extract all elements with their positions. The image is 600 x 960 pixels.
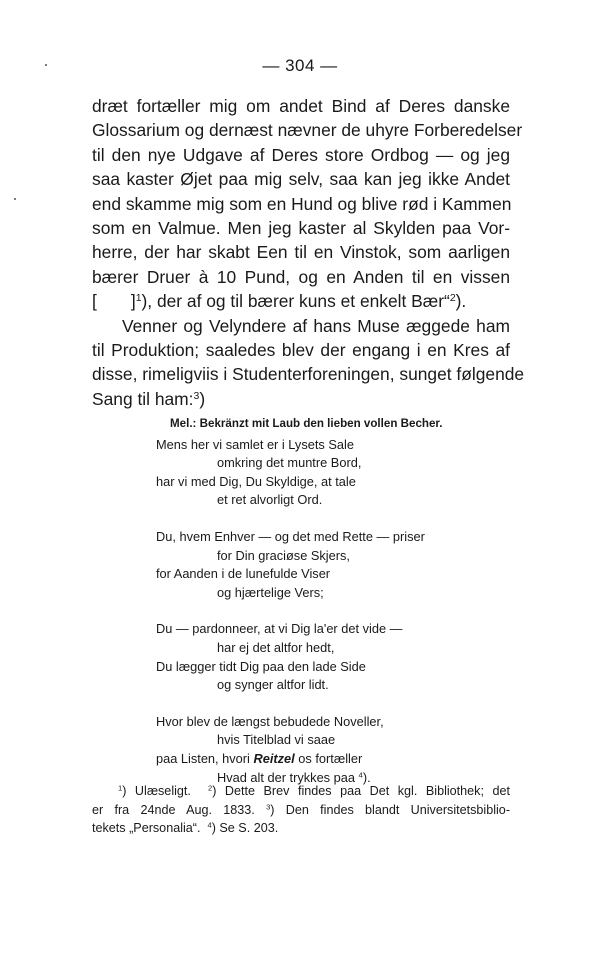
text-fragment: os fortæller: [294, 750, 363, 766]
footnote-line: [92, 801, 510, 820]
poem-line: og synger altfor lidt.: [217, 677, 329, 693]
text-fragment: er fra 24nde Aug. 1833.: [92, 802, 255, 817]
text-line: dræt fortæller mig om andet Bind af Deres danske: [92, 96, 510, 116]
footnote-line: [92, 819, 510, 838]
open-bracket: [: [92, 291, 97, 312]
poem-line: et ret alvorligt Ord.: [217, 492, 323, 508]
poem-line: Du lægger tidt Dig paa den lade Side: [156, 658, 366, 674]
poem-line: og hjærtelige Vers;: [217, 584, 324, 600]
text-line: disse, rimeligviis i Studenterforeningen, sunget følgende: [92, 364, 525, 385]
footnote-number: 2: [207, 783, 213, 793]
page-number: — 304 —: [262, 56, 338, 75]
footnote-ref: 3: [193, 390, 200, 402]
text-line: end skamme mig som en Hund og blive rød i Kammen: [92, 193, 512, 214]
footnote-number: 1: [118, 783, 123, 793]
footnote-ref: 1: [135, 293, 142, 304]
text-fragment: ).: [362, 769, 371, 785]
stanza: [156, 436, 456, 510]
poem-line: hvis Titelblad vi saae: [217, 732, 336, 748]
stanza: [156, 620, 456, 694]
text-fragment: ), der af og til bærer kuns et enkelt Bær“: [141, 291, 450, 312]
poem-line: omkring det muntre Bord,: [217, 455, 362, 471]
text-line: bærer Druer à 10 Pund, og en Anden til en vissen: [92, 266, 510, 287]
text-fragment: Hvad alt der trykkes paa: [217, 769, 359, 785]
footnote-line: [92, 782, 510, 801]
stanza: [156, 528, 456, 602]
text-line: til den nye Udgave af Deres store Ordbog — og jeg: [92, 144, 510, 165]
page-speck: [14, 198, 16, 200]
text-line: saa kaster Øjet paa mig selv, saa kan jeg ikke Andet: [92, 169, 510, 190]
text-fragment: tekets „Personalia“.: [92, 821, 201, 836]
text-fragment: ) Den findes blandt Universitetsbiblio-: [270, 802, 511, 817]
footnote-number: 4: [207, 820, 212, 830]
text-line: [92, 387, 510, 411]
text-line: Glossarium og dernæst nævner de uhyre Forberedelser: [92, 120, 523, 141]
text-fragment: paa Listen, hvori: [156, 750, 254, 766]
footnotes: [92, 782, 510, 838]
melody-note: Mel.: Bekränzt mit Laub den lieben vollen Becher.: [170, 417, 443, 430]
text-line: som en Valmue. Men jeg kaster al Skylden paa Vor-: [92, 218, 510, 239]
footnote-ref: 4: [358, 769, 363, 779]
poem-line: har vi med Dig, Du Skyldige, at tale: [156, 473, 356, 489]
text-fragment: ): [199, 388, 206, 409]
body-text: [92, 94, 525, 411]
stanza: [156, 713, 456, 787]
text-fragment: Sang til ham:: [92, 388, 194, 409]
poem-line: Mens her vi samlet er i Lysets Sale: [156, 436, 354, 452]
poem-line: [156, 750, 456, 769]
footnote-ref: 2: [449, 293, 456, 304]
text-fragment: ) Se S. 203.: [211, 821, 279, 836]
poem-line: Du, hvem Enhver — og det med Rette — priser: [156, 528, 425, 544]
publisher-name: Reitzel: [253, 750, 295, 766]
poem-line: for Din graciøse Skjers,: [217, 547, 350, 563]
text-line: Venner og Velyndere af hans Muse æggede ham: [122, 315, 510, 336]
poem-line: for Aanden i de lunefulde Viser: [156, 566, 331, 582]
text-line: [92, 289, 510, 313]
text-fragment: ) Dette Brev findes paa Det kgl. Bibliothek; det: [212, 784, 511, 798]
close-bracket: ]: [130, 291, 136, 312]
text-line: til Produktion; saaledes blev der engang i en Kres af: [92, 340, 510, 361]
text-fragment: ).: [455, 291, 467, 312]
poem-line: Du — pardonneer, at vi Dig la'er det vide —: [156, 621, 403, 637]
footnote-number: 3: [266, 802, 271, 812]
poem: [156, 415, 456, 805]
poem-line: har ej det altfor hedt,: [217, 639, 335, 655]
text-fragment: ) Ulæseligt.: [122, 784, 191, 798]
poem-line: Hvor blev de længst bebudede Noveller,: [156, 713, 384, 729]
text-line: herre, der har skabt Een til en Vinstok, som aarligen: [92, 242, 510, 263]
